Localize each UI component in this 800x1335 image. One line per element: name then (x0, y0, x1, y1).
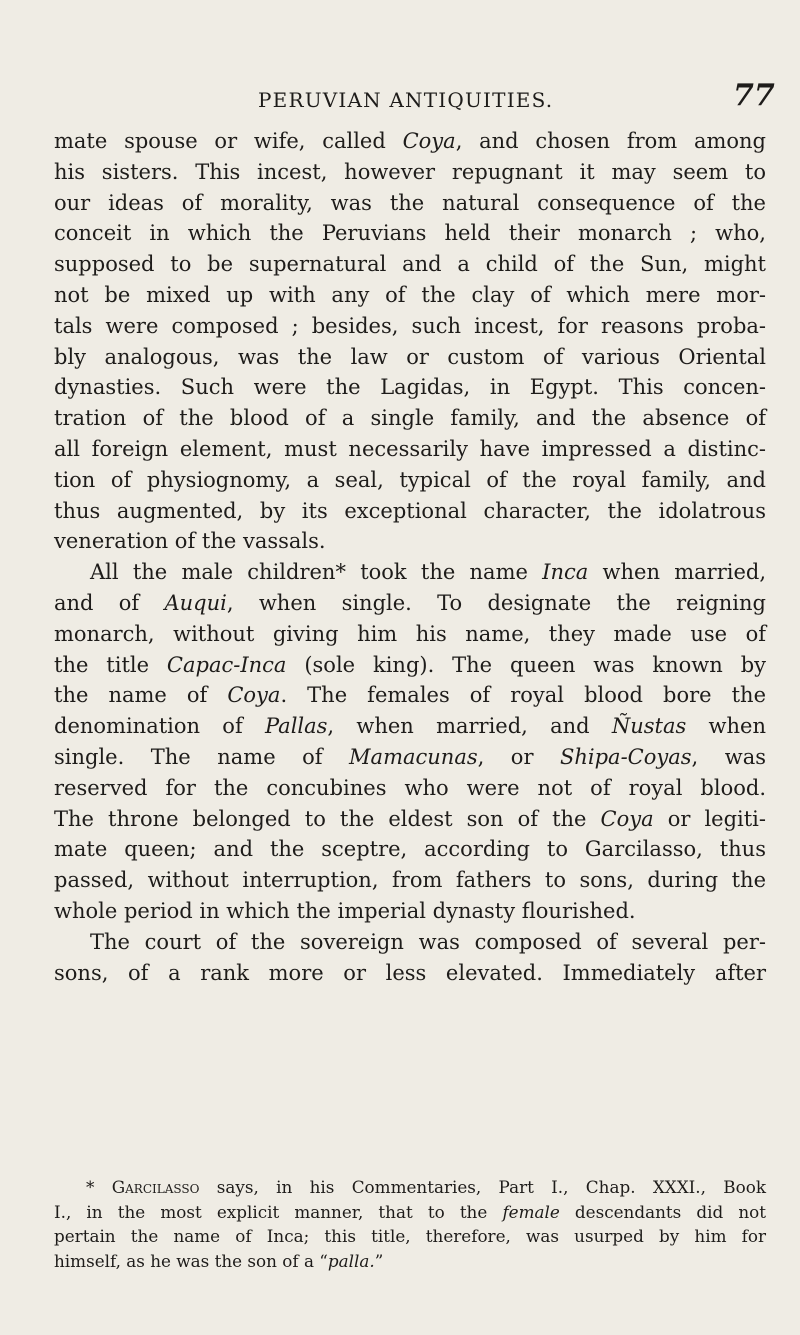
page-header (0, 78, 800, 118)
body-line: supposed to be supernatural and a child of the Sun, might (54, 252, 766, 277)
body-line: All the male children* took the name Inca when married, (90, 560, 766, 585)
footnote-line: * Garcilasso says, in his Commentaries, Part I., Chap. XXXI., Book (86, 1177, 766, 1197)
body-line: veneration of the vassals. (54, 529, 326, 554)
body-line: not be mixed up with any of the clay of which mere mor- (54, 282, 766, 307)
body-line: tals were composed ; besides, such incest, for reasons proba- (54, 313, 766, 338)
body-text (54, 126, 766, 988)
body-line: whole period in which the imperial dynasty flourished. (54, 898, 636, 923)
body-line: our ideas of morality, was the natural consequence of the (54, 190, 766, 215)
body-line: all foreign element, must necessarily have impressed a distinc- (54, 436, 766, 461)
footnote-line: I., in the most explicit manner, that to the female descendants did not (54, 1201, 767, 1222)
footnote-line: himself, as he was the son of a “palla.” (54, 1250, 384, 1271)
body-line: tration of the blood of a single family, and the absence of (54, 406, 766, 431)
running-head: PERUVIAN ANTIQUITIES. (258, 88, 554, 112)
body-line: single. The name of Mamacunas, or Shipa-Coyas, was (54, 744, 766, 769)
body-line: monarch, without giving him his name, they made use of (54, 621, 766, 646)
body-line: his sisters. This incest, however repugnant it may seem to (54, 159, 766, 184)
body-line: thus augmented, by its exceptional character, the idolatrous (54, 498, 766, 523)
body-line: tion of physiognomy, a seal, typical of the royal family, and (54, 467, 766, 492)
body-line: denomination of Pallas, when married, and Ñustas when (54, 714, 766, 739)
body-line: The throne belonged to the eldest son of the Coya or legiti- (54, 806, 766, 831)
body-line: the name of Coya. The females of royal blood bore the (54, 683, 767, 708)
body-line: dynasties. Such were the Lagidas, in Egypt. This concen- (54, 375, 766, 400)
body-line: mate queen; and the sceptre, according to Garcilasso, thus (54, 837, 766, 862)
body-line: the title Capac-Inca (sole king). The queen was known by (54, 652, 766, 677)
body-line: sons, of a rank more or less elevated. Immediately after (54, 960, 766, 985)
body-line: reserved for the concubines who were not of royal blood. (54, 775, 766, 800)
body-line: passed, without interruption, from fathers to sons, during the (54, 868, 766, 893)
footnote-line: pertain the name of Inca; this title, therefore, was usurped by him for (54, 1226, 766, 1246)
body-line: mate spouse or wife, called Coya, and chosen from among (54, 129, 766, 153)
body-line: and of Auqui, when single. To designate the reigning (54, 590, 766, 615)
footnote (54, 1175, 766, 1273)
page-number: 77 (733, 78, 775, 113)
body-line: conceit in which the Peruvians held their monarch ; who, (54, 221, 766, 246)
body-line: The court of the sovereign was composed of several per- (90, 929, 766, 954)
body-line: bly analogous, was the law or custom of various Oriental (54, 344, 766, 369)
